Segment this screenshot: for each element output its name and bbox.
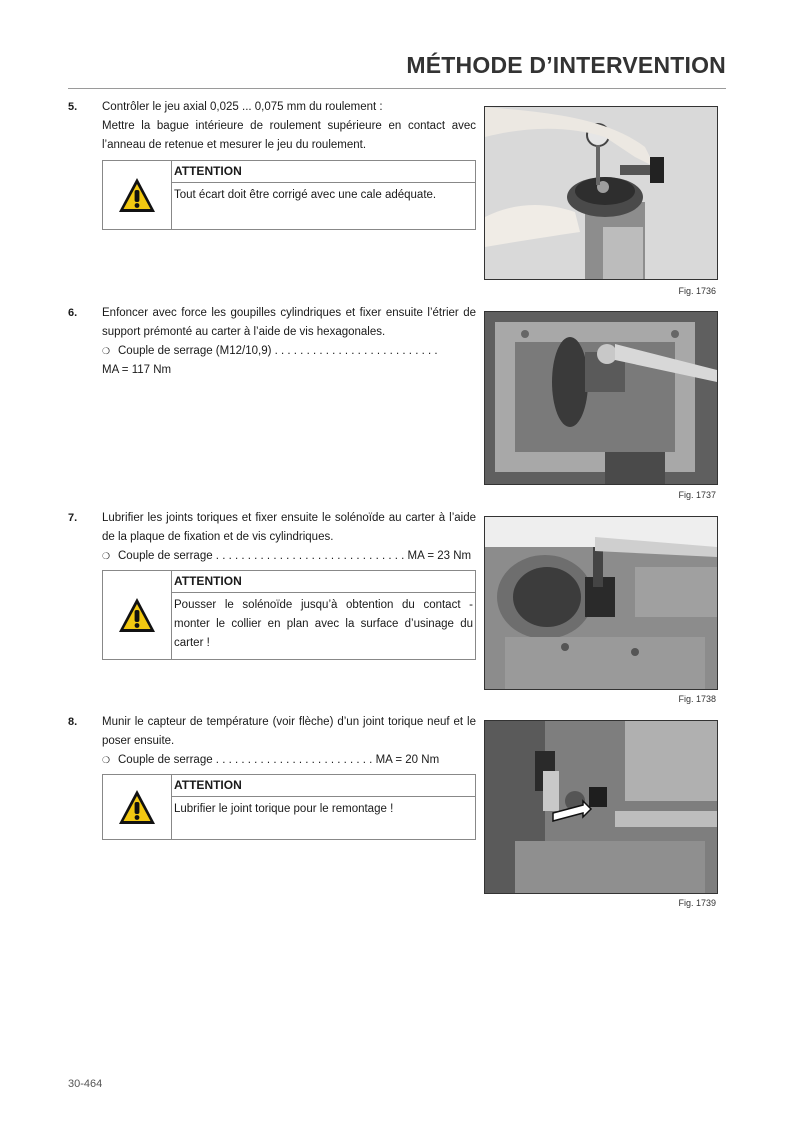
figure-1739-photo: [484, 720, 718, 894]
warning-text: Lubrifier le joint torique pour le remontage !: [174, 803, 394, 815]
step-text: Contrôler le jeu axial 0,025 ... 0,075 mm du roulement :: [102, 101, 383, 113]
header-divider: [68, 88, 726, 89]
torque-spec: Couple de serrage . . . . . . . . . . . . . . . . . . . . . . . . . . . . . . MA = 23 Nm: [118, 550, 472, 562]
torque-spec: Couple de serrage (M12/10,9) . . . . . . . . . . . . . . . . . . . . . . . . . .: [118, 345, 438, 357]
torque-spec: Couple de serrage . . . . . . . . . . . . . . . . . . . . . . . . . MA = 20 Nm: [118, 754, 440, 766]
figure-1737-photo: [484, 311, 718, 485]
circle-bullet-icon: ❍: [102, 346, 111, 356]
warning-title: ATTENTION: [172, 775, 475, 797]
step-text: Lubrifier les joints toriques et fixer ensuite le solénoïde au carter à l’aide de la plaque de fixation et de vis cylindriques.: [102, 512, 476, 543]
warning-title: ATTENTION: [172, 161, 475, 183]
step-number: 6.: [68, 307, 78, 319]
warning-text: Tout écart doit être corrigé avec une cale adéquate.: [174, 189, 437, 201]
warning-triangle-icon: [103, 571, 172, 659]
circle-bullet-icon: ❍: [102, 551, 111, 561]
warning-box: [102, 774, 476, 840]
page-number: 30-464: [68, 1078, 103, 1090]
torque-value: MA = 117 Nm: [102, 364, 172, 376]
page-title: MÉTHODE D’INTERVENTION: [406, 52, 726, 78]
figure-caption: Fig. 1739: [678, 898, 716, 908]
figure-1736-photo: [484, 106, 718, 280]
figure-caption: Fig. 1736: [678, 286, 716, 296]
step-number: 8.: [68, 716, 78, 728]
warning-text: Pousser le solénoïde jusqu’à obtention du contact - monter le collier en plan avec la surface d’usinage du carter !: [174, 599, 473, 649]
figure-caption: Fig. 1737: [678, 490, 716, 500]
warning-box: [102, 570, 476, 660]
step-number: 7.: [68, 512, 78, 524]
step-text: Munir le capteur de température (voir flèche) d’un joint torique neuf et le poser ensuite.: [102, 716, 476, 747]
warning-box: [102, 160, 476, 230]
step-text: Mettre la bague intérieure de roulement supérieure en contact avec l’anneau de retenue et mesurer le jeu du roulement.: [102, 120, 476, 151]
warning-triangle-icon: [103, 775, 172, 839]
step-number: 5.: [68, 101, 78, 113]
figure-caption: Fig. 1738: [678, 694, 716, 704]
warning-title: ATTENTION: [172, 571, 475, 593]
step-text: Enfoncer avec force les goupilles cylindriques et fixer ensuite l’étrier de support prémonté au carter à l’aide de vis hexagonales.: [102, 307, 476, 338]
circle-bullet-icon: ❍: [102, 755, 111, 765]
figure-1738-photo: [484, 516, 718, 690]
warning-triangle-icon: [103, 161, 172, 229]
